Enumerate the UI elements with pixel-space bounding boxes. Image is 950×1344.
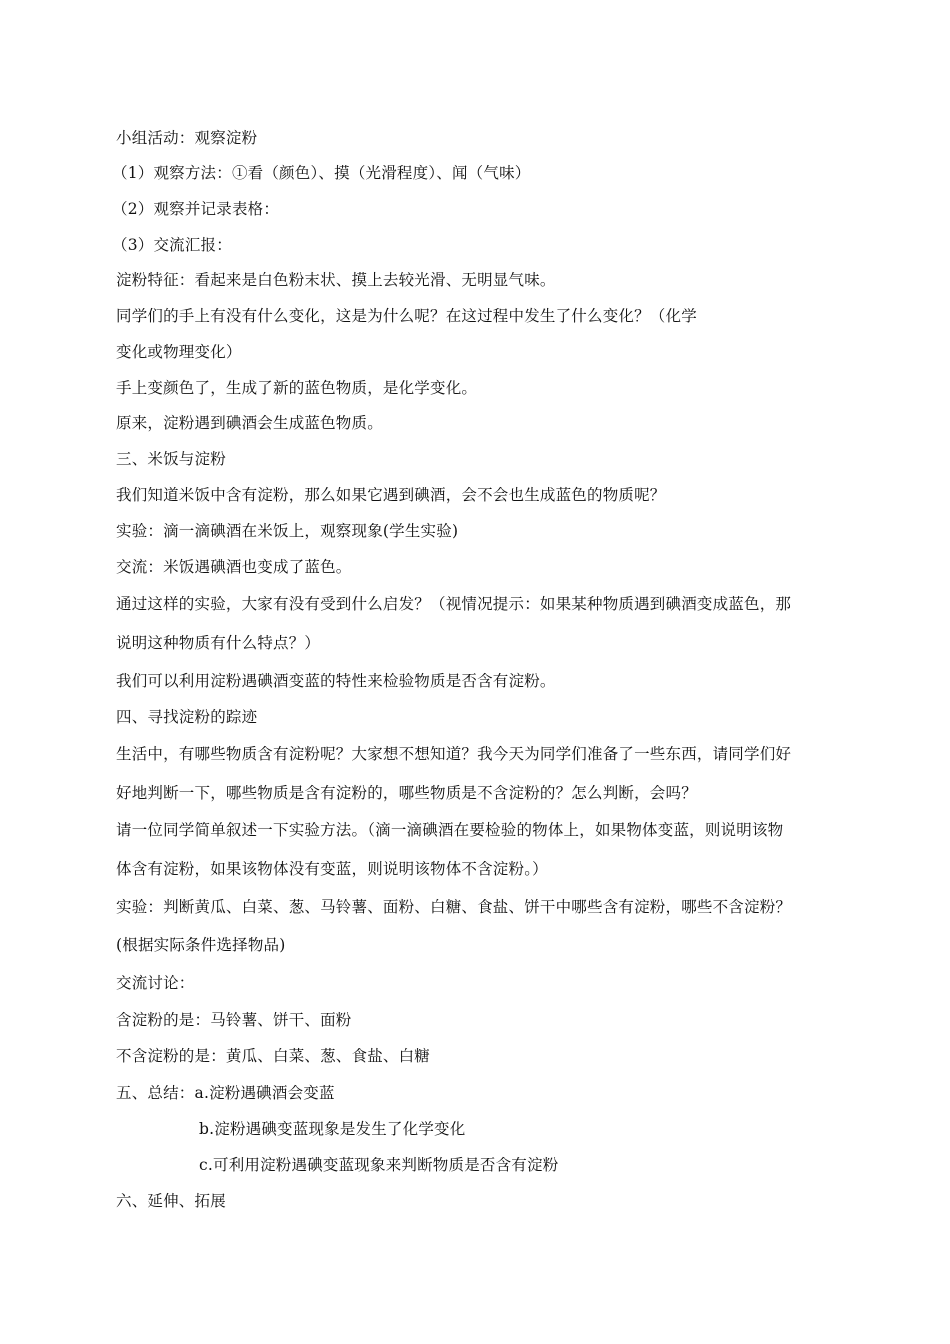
paragraph-use-iodine: 我们可以利用淀粉遇碘酒变蓝的特性来检验物质是否含有淀粉。 [116,672,556,690]
summary-point-b: b.淀粉遇碘变蓝现象是发生了化学变化 [199,1120,466,1138]
paragraph-contains-starch: 含淀粉的是：马铃薯、饼干、面粉 [116,1011,352,1029]
paragraph-conclusion: 原来，淀粉遇到碘酒会生成蓝色物质。 [116,414,383,432]
paragraph-rice-question: 我们知道米饭中含有淀粉，那么如果它遇到碘酒，会不会也生成蓝色的物质呢？ [116,486,666,504]
section-4-heading: 四、寻找淀粉的踪迹 [116,708,258,726]
paragraph-question-line-2: 变化或物理变化） [116,343,242,361]
paragraph-item-note: (根据实际条件选择物品) [116,936,286,954]
activity-heading: 小组活动：观察淀粉 [116,129,258,147]
paragraph-no-starch: 不含淀粉的是：黄瓜、白菜、葱、食盐、白糖 [116,1047,431,1065]
paragraph-discussion-heading: 交流讨论： [116,974,195,992]
paragraph-inspiration-line-1: 通过这样的实验，大家有没有受到什么启发？（视情况提示：如果某种物质遇到碘酒变成蓝色，那 [116,595,792,613]
section-3-heading: 三、米饭与淀粉 [116,450,226,468]
section-6-heading: 六、延伸、拓展 [116,1192,226,1210]
paragraph-hand-color: 手上变颜色了，生成了新的蓝色物质，是化学变化。 [116,379,478,397]
paragraph-rice-discussion: 交流：米饭遇碘酒也变成了蓝色。 [116,558,352,576]
paragraph-inspiration-line-2: 说明这种物质有什么特点？） [116,634,321,652]
paragraph-experiment-items: 实验：判断黄瓜、白菜、葱、马铃薯、面粉、白糖、食盐、饼干中哪些含有淀粉，哪些不含淀粉？ [116,898,792,916]
step-2-text: （2）观察并记录表格： [112,200,280,218]
paragraph-life-line-1: 生活中，有哪些物质含有淀粉呢？大家想不想知道？我今天为同学们准备了一些东西，请同学们好 [116,745,792,763]
summary-point-a: 五、总结：a.淀粉遇碘酒会变蓝 [116,1084,335,1102]
summary-point-c: c.可利用淀粉遇碘变蓝现象来判断物质是否含有淀粉 [199,1156,559,1174]
paragraph-method-line-2: 体含有淀粉，如果该物体没有变蓝，则说明该物体不含淀粉。） [116,860,548,878]
paragraph-starch-features: 淀粉特征：看起来是白色粉末状、摸上去较光滑、无明显气味。 [116,271,556,289]
step-1-text: （1）观察方法：①看（颜色）、摸（光滑程度）、闻（气味） [112,164,531,182]
paragraph-life-line-2: 好地判断一下，哪些物质是含有淀粉的，哪些物质是不含淀粉的？怎么判断，会吗？ [116,784,697,802]
paragraph-rice-experiment: 实验：滴一滴碘酒在米饭上，观察现象(学生实验) [116,522,459,540]
step-3-text: （3）交流汇报： [112,236,232,254]
paragraph-question-line-1: 同学们的手上有没有什么变化，这是为什么呢？在这过程中发生了什么变化？（化学 [116,307,697,325]
paragraph-method-line-1: 请一位同学简单叙述一下实验方法。（滴一滴碘酒在要检验的物体上，如果物体变蓝，则说明该物 [116,821,784,839]
